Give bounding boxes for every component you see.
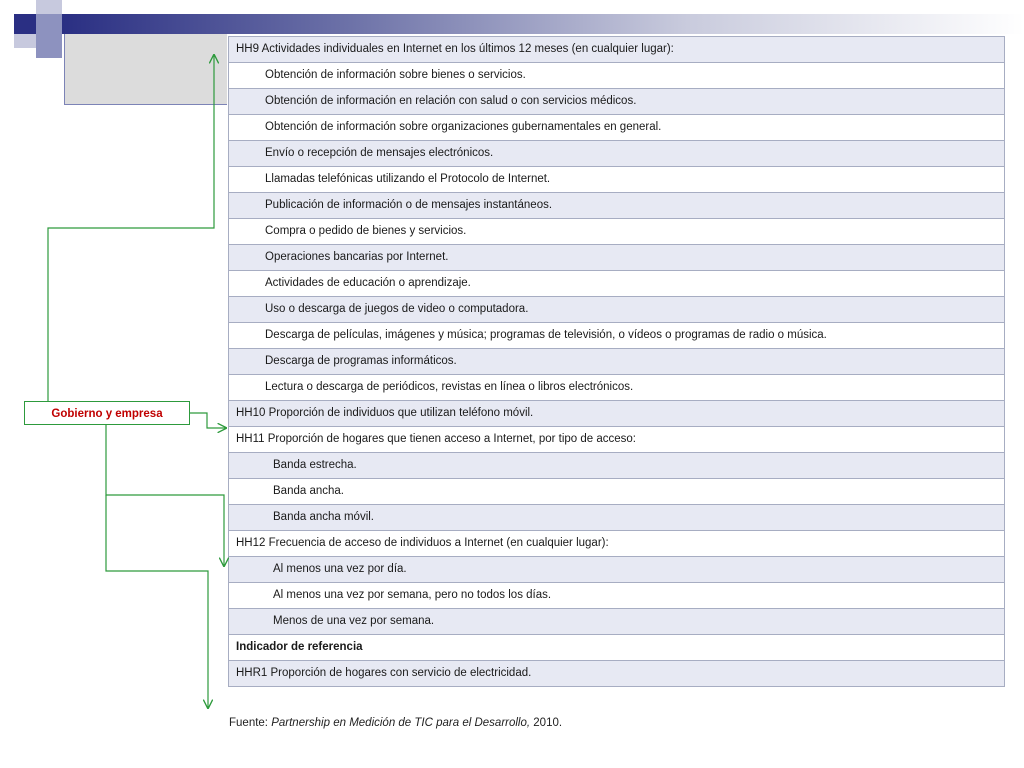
table-cell: Banda ancha móvil. <box>229 505 1005 531</box>
connector-to-hh9 <box>48 55 214 401</box>
source-suffix: 2010. <box>530 717 563 729</box>
table-cell: HH12 Frecuencia de acceso de individuos a Internet (en cualquier lugar): <box>229 531 1005 557</box>
table-cell: Indicador de referencia <box>229 635 1005 661</box>
table-cell: Operaciones bancarias por Internet. <box>229 245 1005 271</box>
table-cell: Descarga de películas, imágenes y música; programas de televisión, o vídeos o programas de radio o música. <box>229 323 1005 349</box>
table-cell: HH11 Proporción de hogares que tienen acceso a Internet, por tipo de acceso: <box>229 427 1005 453</box>
table-cell: Llamadas telefónicas utilizando el Protocolo de Internet. <box>229 167 1005 193</box>
table-cell: Publicación de información o de mensajes instantáneos. <box>229 193 1005 219</box>
connector-to-hh10 <box>190 413 226 428</box>
table-cell: Envío o recepción de mensajes electrónicos. <box>229 141 1005 167</box>
source-prefix: Fuente: <box>229 717 272 729</box>
table-cell: Al menos una vez por día. <box>229 557 1005 583</box>
connector-to-hh12 <box>106 495 208 708</box>
gobierno-empresa-label: Gobierno y empresa <box>24 401 190 425</box>
table-cell: Obtención de información sobre bienes o servicios. <box>229 63 1005 89</box>
table-cell: Lectura o descarga de periódicos, revistas en línea o libros electrónicos. <box>229 375 1005 401</box>
table-cell: HH9 Actividades individuales en Internet en los últimos 12 meses (en cualquier lugar): <box>229 37 1005 63</box>
table-cell: Compra o pedido de bienes y servicios. <box>229 219 1005 245</box>
table-cell: Obtención de información sobre organizaciones gubernamentales en general. <box>229 115 1005 141</box>
table-cell: Uso o descarga de juegos de video o computadora. <box>229 297 1005 323</box>
table-cell: Al menos una vez por semana, pero no todos los días. <box>229 583 1005 609</box>
table-cell: Menos de una vez por semana. <box>229 609 1005 635</box>
table-cell: Actividades de educación o aprendizaje. <box>229 271 1005 297</box>
table-cell: Descarga de programas informáticos. <box>229 349 1005 375</box>
table-cell: HHR1 Proporción de hogares con servicio de electricidad. <box>229 661 1005 687</box>
table-cell: Obtención de información en relación con salud o con servicios médicos. <box>229 89 1005 115</box>
source-title: Partnership en Medición de TIC para el Desarrollo, <box>271 717 531 729</box>
connector-to-hh11 <box>106 425 224 566</box>
table-cell: Banda estrecha. <box>229 453 1005 479</box>
table-cell: HH10 Proporción de individuos que utilizan teléfono móvil. <box>229 401 1005 427</box>
table-cell: Banda ancha. <box>229 479 1005 505</box>
